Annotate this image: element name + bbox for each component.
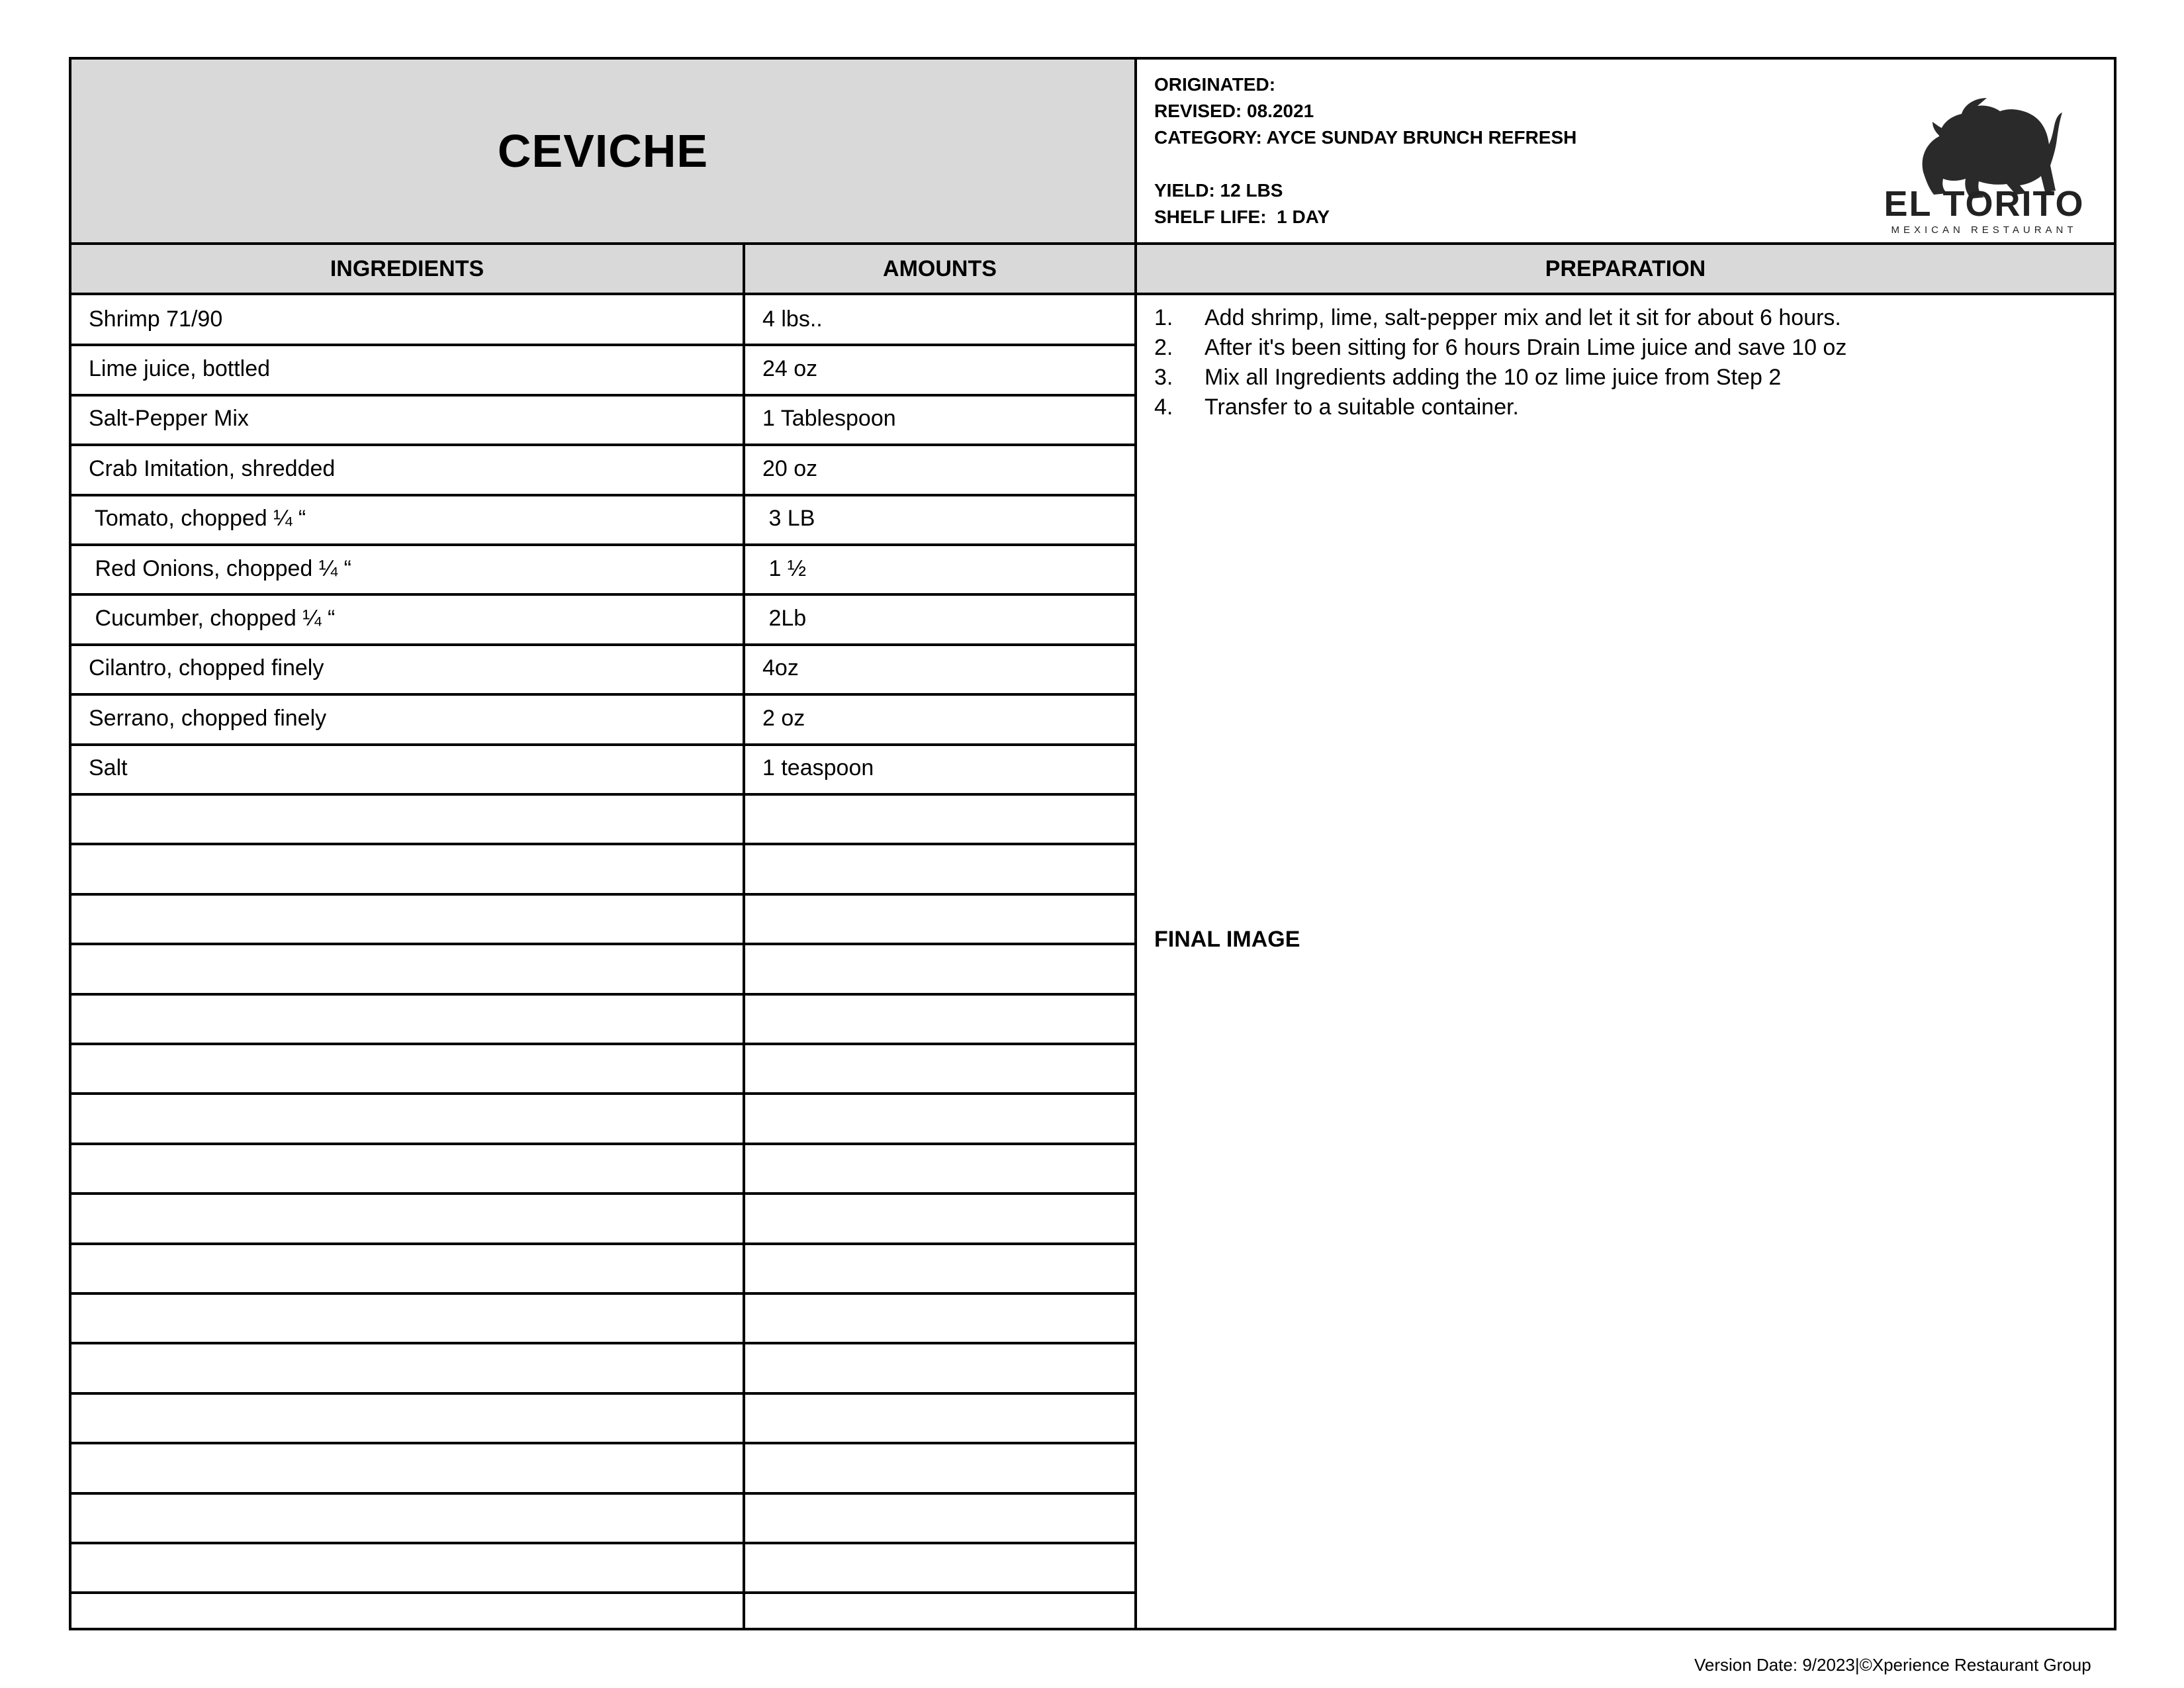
amount-cell: 1 teaspoon	[762, 755, 874, 781]
row-divider	[71, 1342, 1134, 1344]
ingredient-cell: Cilantro, chopped finely	[89, 655, 324, 681]
amount-cell	[762, 1194, 1128, 1241]
row-divider	[71, 593, 1134, 596]
ingredient-cell	[89, 1443, 733, 1491]
row-divider	[71, 1243, 1134, 1245]
amount-cell	[762, 794, 1128, 842]
prep-step-text: After it's been sitting for 6 hours Drain Lime juice and save 10 oz	[1205, 335, 1847, 360]
ingredient-cell	[89, 1543, 733, 1591]
amount-cell	[762, 1094, 1128, 1141]
amount-cell	[762, 1343, 1128, 1391]
row-divider	[71, 943, 1134, 945]
amount-cell: 3 LB	[762, 506, 815, 532]
preparation-steps	[1154, 303, 2107, 422]
column-divider	[743, 242, 745, 1628]
prep-step	[1154, 303, 2107, 333]
recipe-meta	[1154, 71, 1576, 230]
row-divider	[71, 693, 1134, 696]
yield-field: YIELD: 12 LBS	[1154, 180, 1283, 201]
amount-cell: 2 oz	[762, 705, 805, 731]
row-divider	[71, 793, 1134, 796]
row-divider	[71, 843, 1134, 845]
logo-name: EL TORITO	[1884, 184, 2085, 224]
ingredient-cell	[89, 1244, 733, 1291]
amount-cell	[762, 1543, 1128, 1591]
originated-field: ORIGINATED:	[1154, 74, 1276, 95]
ingredient-cell	[89, 944, 733, 992]
revised-field: REVISED: 08.2021	[1154, 101, 1314, 121]
ingredient-cell: Shrimp 71/90	[89, 306, 223, 332]
prep-step-number: 1.	[1154, 305, 1173, 330]
ingredient-cell: Tomato, chopped ¼ “	[89, 506, 306, 532]
prep-step-number: 3.	[1154, 365, 1173, 390]
ingredient-cell	[89, 1393, 733, 1441]
el-torito-logo	[1865, 73, 2103, 238]
recipe-title: CEVICHE	[497, 125, 709, 177]
final-image-label: FINAL IMAGE	[1154, 927, 1300, 952]
prep-step-text: Transfer to a suitable container.	[1205, 395, 1520, 420]
row-divider	[71, 643, 1134, 646]
prep-step-text: Mix all Ingredients adding the 10 oz lime juice from Step 2	[1205, 365, 1782, 390]
ingredient-cell	[89, 1593, 733, 1640]
column-divider	[1134, 60, 1137, 1628]
row-divider	[71, 1192, 1134, 1195]
logo-tagline: MEXICAN RESTAURANT	[1891, 224, 2077, 236]
ingredient-cell: Cucumber, chopped ¼ “	[89, 605, 336, 631]
ingredient-cell: Crab Imitation, shredded	[89, 455, 336, 481]
ingredient-cell	[89, 1493, 733, 1541]
ingredient-cell	[89, 794, 733, 842]
amount-cell	[762, 1044, 1128, 1092]
amount-cell	[762, 1443, 1128, 1491]
amount-cell: 4oz	[762, 655, 799, 681]
prep-step-number: 4.	[1154, 395, 1173, 420]
row-divider	[71, 1043, 1134, 1045]
prep-step	[1154, 333, 2107, 363]
amount-cell: 20 oz	[762, 455, 818, 481]
row-divider	[71, 394, 1134, 397]
ingredient-cell	[89, 1293, 733, 1341]
ingredient-cell: Salt	[89, 755, 128, 781]
ingredient-cell	[89, 1343, 733, 1391]
preparation-header: PREPARATION	[1545, 256, 1706, 281]
row-divider	[71, 1143, 1134, 1145]
amount-cell: 24 oz	[762, 355, 818, 381]
amount-cell	[762, 944, 1128, 992]
ingredient-cell	[89, 1194, 733, 1241]
ingredient-cell	[89, 1144, 733, 1192]
recipe-card	[69, 57, 2116, 1630]
ingredient-cell: Lime juice, bottled	[89, 355, 271, 381]
ingredient-cell: Salt-Pepper Mix	[89, 406, 249, 432]
row-divider	[71, 494, 1134, 496]
row-divider	[71, 1542, 1134, 1544]
row-divider	[71, 344, 1134, 346]
ingredient-cell	[89, 1044, 733, 1092]
header-divider	[71, 242, 2114, 245]
ingredient-cell	[89, 994, 733, 1042]
amount-cell	[762, 1144, 1128, 1192]
amount-cell	[762, 894, 1128, 942]
row-divider	[71, 444, 1134, 446]
amount-cell	[762, 844, 1128, 892]
prep-step	[1154, 393, 2107, 422]
prep-step-number: 2.	[1154, 335, 1173, 360]
version-footer: Version Date: 9/2023|©Xperience Restaurant Group	[1694, 1655, 2091, 1675]
row-divider	[71, 893, 1134, 896]
row-divider	[71, 1442, 1134, 1444]
amount-cell	[762, 1244, 1128, 1291]
amount-cell	[762, 994, 1128, 1042]
ingredients-header: INGREDIENTS	[330, 256, 484, 281]
shelf-life-field: SHELF LIFE: 1 DAY	[1154, 207, 1330, 227]
row-divider	[71, 743, 1134, 746]
category-field: CATEGORY: AYCE SUNDAY BRUNCH REFRESH	[1154, 127, 1577, 148]
amounts-header: AMOUNTS	[883, 256, 997, 281]
row-divider	[71, 1492, 1134, 1495]
amount-cell	[762, 1593, 1128, 1640]
ingredient-cell	[89, 844, 733, 892]
amount-cell: 1 Tablespoon	[762, 406, 896, 432]
row-divider	[71, 1092, 1134, 1095]
row-divider	[71, 543, 1134, 546]
ingredient-cell: Red Onions, chopped ¼ “	[89, 555, 351, 581]
row-divider	[71, 1292, 1134, 1295]
amount-cell	[762, 1393, 1128, 1441]
prep-step	[1154, 363, 2107, 393]
amount-cell: 4 lbs..	[762, 306, 823, 332]
header-divider	[71, 293, 2114, 295]
ingredient-cell	[89, 894, 733, 942]
ingredient-cell	[89, 1094, 733, 1141]
row-divider	[71, 1392, 1134, 1395]
prep-step-text: Add shrimp, lime, salt-pepper mix and let it sit for about 6 hours.	[1205, 305, 1841, 330]
row-divider	[71, 993, 1134, 996]
amount-cell	[762, 1493, 1128, 1541]
ingredient-cell: Serrano, chopped finely	[89, 705, 327, 731]
amount-cell: 2Lb	[762, 605, 807, 631]
amount-cell: 1 ½	[762, 555, 807, 581]
row-divider	[71, 1591, 1134, 1594]
amount-cell	[762, 1293, 1128, 1341]
